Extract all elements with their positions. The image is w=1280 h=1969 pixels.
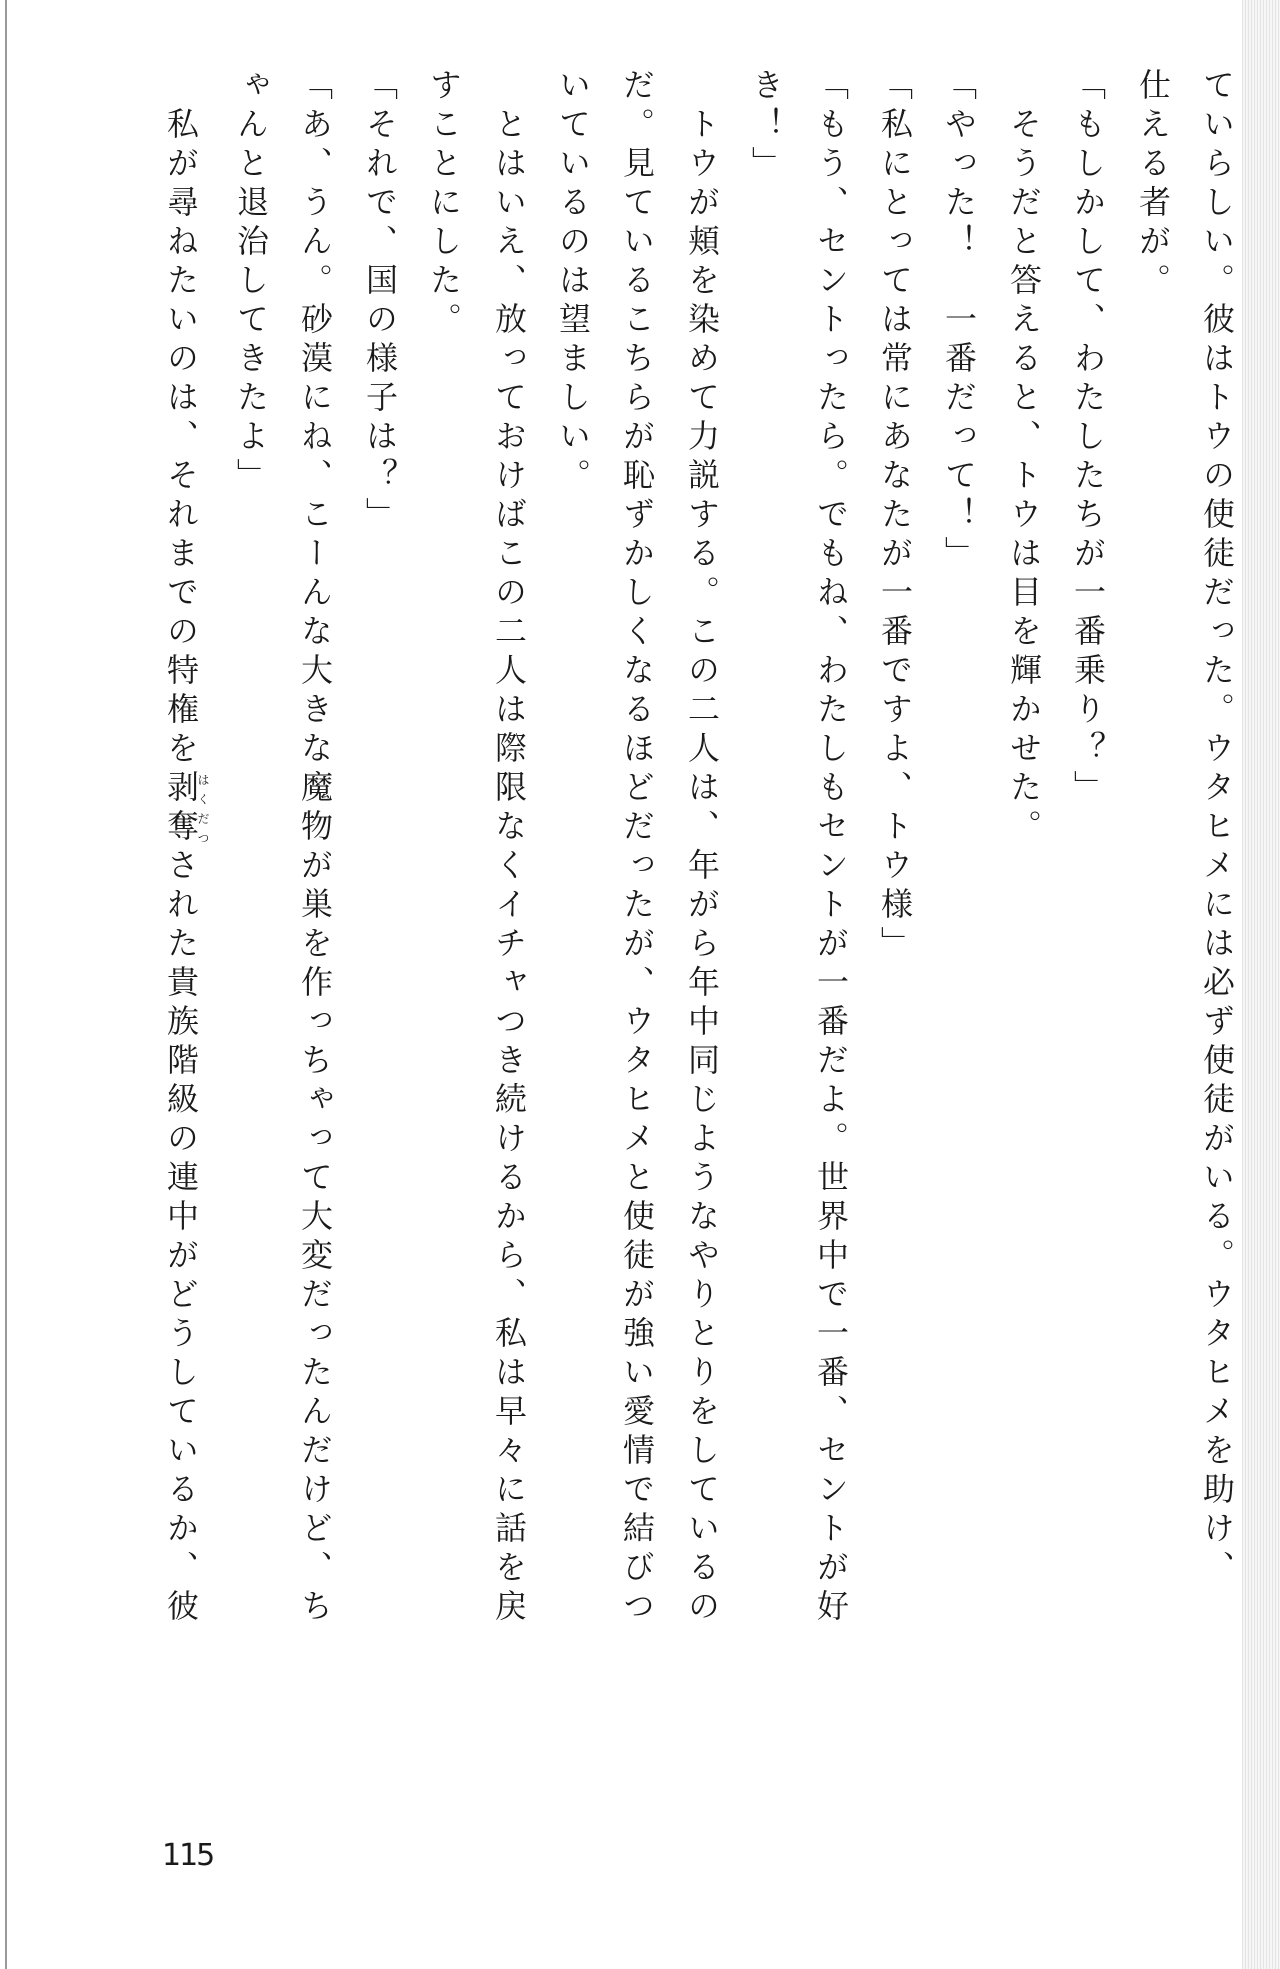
text-line: 「もしかして、わたしたちが一番乗り？」: [1069, 68, 1107, 809]
text-line: ていらしい。彼はトウの使徒だった。ウタヒメには必ず使徒がいる。ウタヒメを助け、: [1198, 68, 1236, 1589]
text-line: ゃんと退治してきたよ」: [232, 68, 270, 497]
text-line: いているのは望ましい。: [554, 68, 592, 497]
text-line: すことにした。: [425, 68, 463, 341]
ruby-base: 剥奪: [162, 770, 200, 848]
text-line: だ。見ているこちらが恥ずかしくなるほどだったが、ウタヒメと使徒が強い愛情で結びつ: [618, 68, 656, 1628]
page-edge-line: [5, 0, 7, 1969]
text-line: 「やった！ 一番だって！」: [940, 68, 978, 575]
text-line: 仕える者が。: [1134, 68, 1172, 302]
text-line: とはいえ、放っておけばこの二人は際限なくイチャつき続けるから、私は早々に話を戻: [490, 68, 528, 1628]
text-line: 「あ、うん。砂漠にね、こーんな大きな魔物が巣を作っちゃって大変だったんだけど、ち: [296, 68, 334, 1628]
text-line-with-ruby: [162, 68, 210, 1628]
text-line: 「もう、セントったら。でもね、わたしもセントが一番だよ。世界中で一番、セントが好: [812, 68, 850, 1628]
text-line: トウが頬を染めて力説する。この二人は、年がら年中同じようなやりとりをしているの: [683, 68, 721, 1628]
ruby-reading: はくだつ: [196, 770, 210, 848]
text-segment: された貴族階級の連中がどうしているか、彼: [162, 848, 200, 1628]
page-number: 115: [162, 1838, 214, 1873]
page-gutter-shadow: [1242, 0, 1280, 1969]
text-segment: 私が尋ねたいのは、それまでの特権を: [162, 68, 200, 770]
text-line: 「私にとっては常にあなたが一番ですよ、トウ様」: [876, 68, 914, 965]
ruby-annotation: [162, 770, 210, 848]
text-line: そうだと答えると、トウは目を輝かせた。: [1005, 68, 1043, 848]
text-line: き！」: [747, 68, 785, 185]
text-line: 「それで、国の様子は？」: [361, 68, 399, 536]
